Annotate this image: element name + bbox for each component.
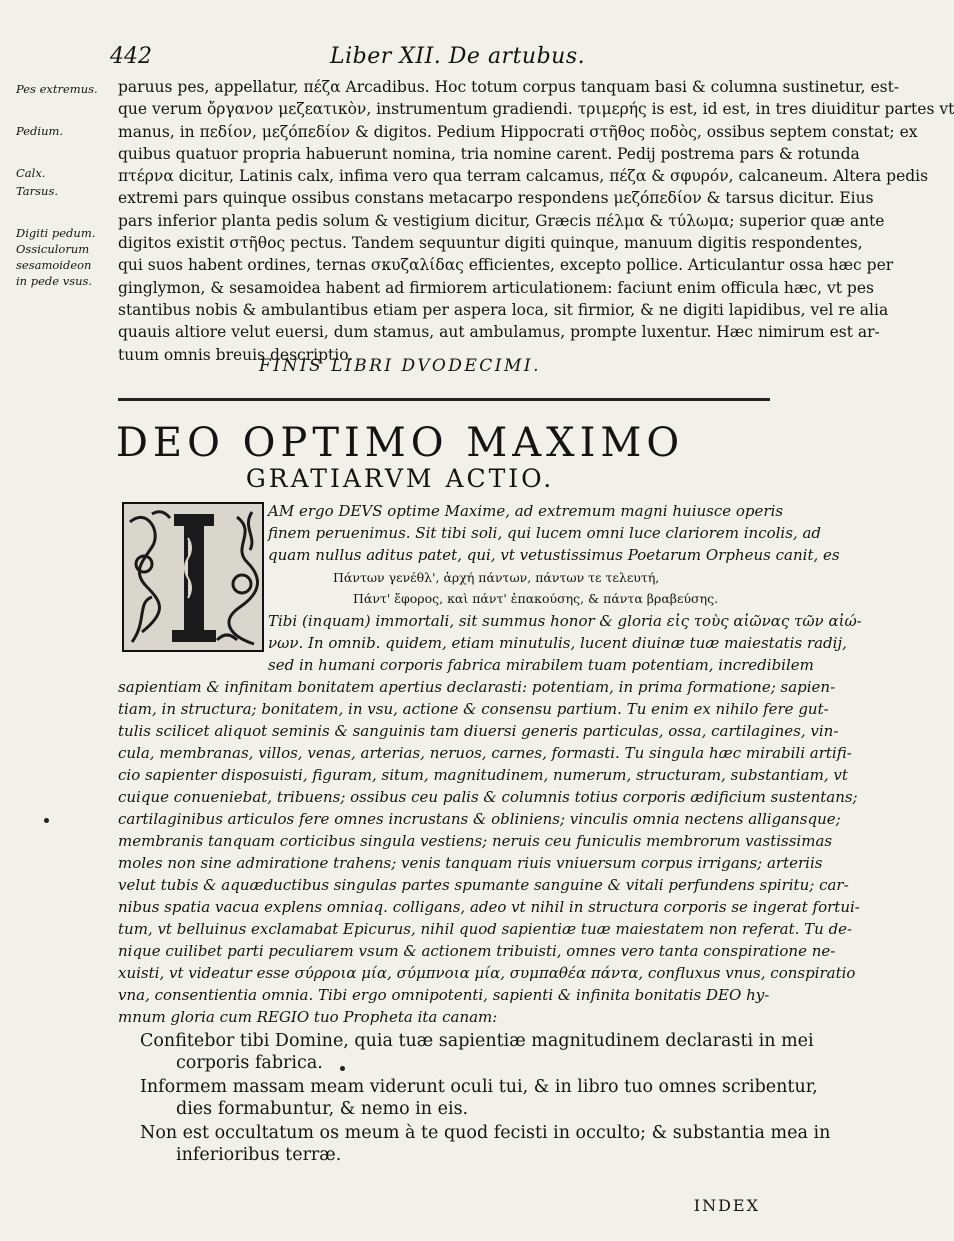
prayer-line: tiam, in structura; bonitatem, in vsu, actione & consensu partium. Tu enim ex nihilo fere gut- [118, 700, 829, 718]
prayer-line: sapientiam & infinitam bonitatem apertius declarasti: potentiam, in prima formatione; sapien- [118, 678, 836, 696]
running-title: Liber XII. De artubus. [330, 44, 586, 69]
text-line: tuum omnis breuis descriptio. [118, 345, 354, 364]
prayer-line: membranis tanquam corticibus singula vestiens; neruis ceu funiculis membrorum vastissimas [118, 832, 833, 850]
text-line: extremi pars quinque ossibus constans metacarpo respondens μεζόπεδίον & tarsus dicitur. Eius [118, 189, 874, 208]
text-line: quibus quatuor propria habuerunt nomina, tria nomine carent. Pedij postrema pars & rotunda [118, 144, 860, 163]
prayer-line: sed in humani corporis fabrica mirabilem tuam potentiam, incredibilem [268, 656, 814, 674]
text-line: qui suos habent ordines, ternas σκυζαλίδας efficientes, excepto pollice. Articulantur ossa hæc per [118, 256, 894, 275]
prayer-line: vna, consentientia omnia. Tibi ergo omnipotenti, sapienti & infinita bonitatis DEO hy- [118, 986, 770, 1004]
prayer-line: mnum gloria cum REGIO tuo Propheta ita canam: [118, 1008, 498, 1026]
psalm-line: Informem massam meam viderunt oculi tui, & in libro tuo omnes scribentur, [140, 1077, 818, 1097]
prayer-line: cartilaginibus articulos fere omnes incrustans & obliniens; vinculis omnia nectens alligansque; [118, 810, 841, 828]
ink-speck [340, 1066, 345, 1071]
initial-letter-glyph: I [193, 522, 194, 523]
prayer-line: nique cuilibet parti peculiarem vsum & actionem tribuisti, omnes vero tanta conspiratione ne- [118, 942, 836, 960]
margin-note: Pes extremus. [16, 82, 98, 96]
greek-verse-line: Πάντων γενέθλ', ἀρχή πάντων, πάντων τε τελευτή, [333, 570, 660, 585]
margin-note: Calx. [16, 166, 46, 180]
ink-speck [44, 818, 49, 823]
text-line: quauis altiore velut euersi, dum stamus, aut ambulamus, prompte luxentur. Hæc nimirum est ar- [118, 323, 880, 342]
finis-line: FINIS LIBRI DVODECIMI. [258, 356, 542, 376]
text-line: ginglymon, & sesamoidea habent ad firmiorem articulationem: faciunt enim officula hæc, vt pes [118, 278, 874, 297]
prayer-line: νων. In omnib. quidem, etiam minutulis, lucent diuinæ tuæ maiestatis radij, [268, 634, 847, 652]
margin-note: in pede vsus. [16, 274, 93, 288]
prayer-line: nibus spatia vacua explens omniaq. colligans, adeo vt nihil in structura corporis se ingerat fortui- [118, 898, 860, 916]
prayer-line: xuisti, vt videatur esse σύρροια μία, σύμπνοια μία, συμπαθέα πάντα, confluxus vnus, conspiratio [118, 964, 856, 982]
prayer-line: tum, vt belluinus exclamabat Epicurus, nihil quod sapientiæ tuæ maiestatem non referat. Tu de- [118, 920, 853, 938]
prayer-line: quam nullus aditus patet, qui, vt vetustissimus Poetarum Orpheus canit, es [268, 546, 840, 564]
prayer-line: AM ergo DEVS optime Maxime, ad extremum magni huiusce operis [268, 502, 784, 520]
psalm-line: Non est occultatum os meum à te quod fecisti in occulto; & substantia mea in [140, 1123, 831, 1143]
prayer-line: cuique conueniebat, tribuens; ossibus ceu palis & columnis totius corporis ædificium sustentans; [118, 788, 858, 806]
prayer-line: tulis scilicet aliquot seminis & sanguinis tam diuersi generis particulas, ossa, cartilagines, vin- [118, 722, 839, 740]
text-line: paruus pes, appellatur, πέζα Arcadibus. Hoc totum corpus tanquam basi & columna sustinetur, est- [118, 78, 900, 96]
psalm-line: Confitebor tibi Domine, quia tuæ sapientiæ magnitudinem declarasti in mei [140, 1031, 814, 1051]
sub-heading: GRATIARVM ACTIO. [245, 464, 555, 493]
prayer-line: moles non sine admiratione trahens; venis tanquam riuis vniuersum corpus irrigans; arteriis [118, 854, 823, 872]
text-line: manus, in πεδίον, μεζόπεδίον & digitos. Pedium Hippocrati στῆθος ποδὸς, ossibus septem constat; ex [118, 122, 918, 141]
main-heading: DEO OPTIMO MAXIMO [115, 420, 685, 466]
margin-note: Pedium. [16, 124, 64, 138]
ornate-initial-letter [122, 502, 264, 652]
psalm-line: inferioribus terræ. [176, 1145, 342, 1165]
prayer-line: cula, membranas, villos, venas, arterias, neruos, carnes, formasti. Tu singula hæc mirabili artifi- [118, 744, 852, 762]
margin-note: Digiti pedum. [16, 226, 96, 240]
prayer-line: cio sapienter disposuisti, figuram, situm, magnitudinem, numerum, structuram, substantiam, vt [118, 766, 848, 784]
text-line: stantibus nobis & ambulantibus etiam per aspera loca, sit firmior, & ne digiti lapidibus, vel re alia [118, 300, 889, 319]
prayer-line: velut tubis & aquæductibus singulas partes spumante sanguine & vitali perfundens spiritu; car- [118, 876, 849, 894]
prayer-line: finem peruenimus. Sit tibi soli, qui lucem omni luce clariorem incolis, ad [268, 524, 822, 542]
body-text [118, 76, 954, 366]
psalm-line: dies formabuntur, & nemo in eis. [176, 1099, 469, 1119]
page-number: 442 [110, 44, 152, 69]
psalm-line: corporis fabrica. [176, 1053, 323, 1073]
catchword: INDEX [693, 1196, 760, 1215]
margin-note: Ossiculorum [16, 242, 90, 256]
section-divider [118, 398, 770, 401]
margin-note: sesamoideon [16, 258, 92, 272]
greek-verse-line: Πάντ' ἔφορος, καὶ πάντ' ἐπακούσης, & πάντα βραβεύσης. [353, 591, 719, 606]
text-line: πτέρνα dicitur, Latinis calx, infima vero qua terram calcamus, πέζα & σφυρόν, calcaneum. Altera pedis [118, 167, 929, 186]
page-header [110, 44, 760, 74]
prayer-line: Tibi (inquam) immortali, sit summus honor & gloria εἰς τοὺς αἰῶνας τῶν αἰώ- [268, 612, 862, 630]
text-line: que verum ὄργανον μεζεατικὸν, instrumentum gradiendi. τριμερής is est, id est, in tres diuiditur partes vt [118, 100, 954, 119]
margin-note: Tarsus. [16, 184, 58, 198]
text-line: pars inferior planta pedis solum & vestigium dicitur, Græcis πέλμα & τύλωμα; superior quæ ante [118, 211, 885, 230]
text-line: digitos existit στῆθος pectus. Tandem sequuntur digiti quinque, manuum digitis respondentes, [118, 234, 863, 253]
